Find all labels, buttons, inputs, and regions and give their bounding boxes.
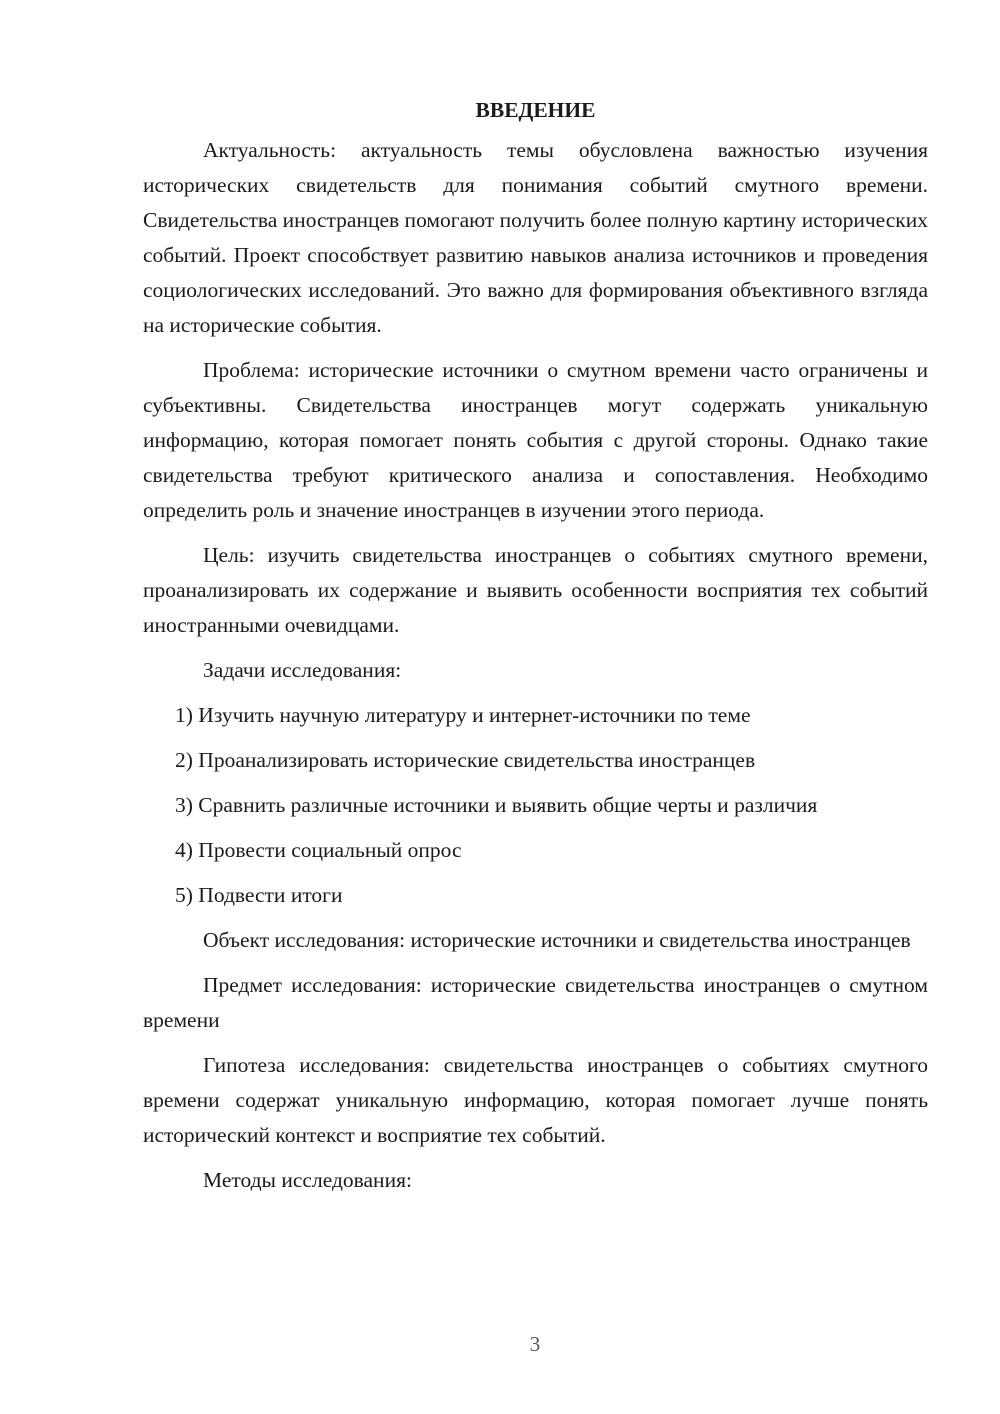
paragraph-problem: Проблема: исторические источники о смутном времени часто ограничены и субъективны. Свидетельства иностранцев могут содержать уникальную информацию, которая помогает понять события с другой стороны. Однако такие свидетельства требуют критического анализа и сопоставления. Необходимо определить роль и значение иностранцев в изучении этого периода. — [143, 358, 928, 522]
paragraph-goal: Цель: изучить свидетельства иностранцев о событиях смутного времени, проанализировать их содержание и выявить особенности восприятия тех событий иностранными очевидцами. — [143, 543, 928, 637]
paragraph-hypothesis: Гипотеза исследования: свидетельства иностранцев о событиях смутного времени содержат уникальную информацию, которая помогает лучше понять исторический контекст и восприятие тех событий. — [143, 1053, 928, 1147]
list-item — [143, 698, 928, 733]
list-item — [143, 788, 928, 823]
tasks-list — [143, 698, 928, 913]
list-item-text: Проанализировать исторические свидетельства иностранцев — [198, 748, 756, 772]
list-item-number: 5) — [175, 883, 193, 907]
page-number: 3 — [529, 1332, 541, 1356]
list-item — [143, 833, 928, 868]
list-item-text: Подвести итоги — [198, 883, 343, 907]
list-item-text: Сравнить различные источники и выявить общие черты и различия — [198, 793, 818, 817]
list-item — [143, 743, 928, 778]
list-item-text: Провести социальный опрос — [198, 838, 462, 862]
list-item-number: 1) — [175, 703, 193, 727]
methods-label: Методы исследования: — [203, 1168, 412, 1192]
tasks-label: Задачи исследования: — [203, 658, 402, 682]
document-page — [143, 92, 928, 1208]
list-item-number: 2) — [175, 748, 193, 772]
list-item-number: 4) — [175, 838, 193, 862]
list-item-number: 3) — [175, 793, 193, 817]
list-item — [143, 878, 928, 913]
paragraph-subject: Предмет исследования: исторические свидетельства иностранцев о смутном времени — [143, 973, 928, 1032]
paragraph-relevance: Актуальность: актуальность темы обусловлена важностью изучения исторических свидетельств для понимания событий смутного времени. Свидетельства иностранцев помогают получить более полную картину исторических событий. Проект способствует развитию навыков анализа источников и проведения социологических исследований. Это важно для формирования объективного взгляда на исторические события. — [143, 138, 928, 337]
section-title: ВВЕДЕНИЕ — [475, 98, 596, 122]
paragraph-object: Объект исследования: исторические источники и свидетельства иностранцев — [203, 928, 911, 952]
list-item-text: Изучить научную литературу и интернет-источники по теме — [198, 703, 751, 727]
